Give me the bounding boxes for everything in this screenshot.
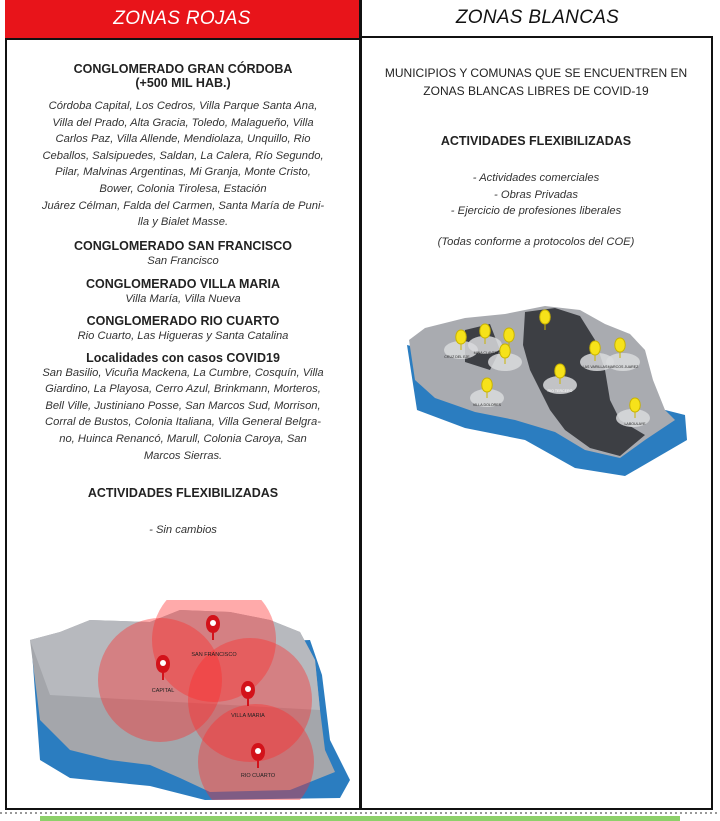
list-line: Giardino, La Playosa, Cerro Azul, Brinkmann, Morteros, <box>45 383 321 396</box>
white-zones-intro-1: MUNICIPIOS Y COMUNAS QUE SE ENCUENTREN EN <box>384 66 688 80</box>
map-label-laboulaye: LABOULAYE <box>624 422 646 426</box>
header-zonas-rojas: ZONAS ROJAS <box>5 0 359 38</box>
red-activities-text: - Sin cambios <box>149 524 217 537</box>
list-line: Juárez Célman, Falda del Carmen, Santa María de Puni- <box>41 199 325 212</box>
map-label-las-varillas: LAS VARILLAS <box>582 365 608 369</box>
rio-cuarto-title: CONGLOMERADO RIO CUARTO <box>86 313 280 328</box>
header-underline <box>5 38 359 40</box>
gran-cordoba-subtitle: (+500 MIL HAB.) <box>135 76 231 90</box>
gran-cordoba-title: CONGLOMERADO GRAN CÓRDOBA <box>73 62 293 76</box>
white-zones-map <box>405 300 695 480</box>
gran-cordoba-list <box>28 98 338 231</box>
list-line: Corral de Bustos, Colonia Italiana, Villa General Belgra- <box>45 416 321 429</box>
map-label-cruz-del-eje: CRUZ DEL EJE <box>444 355 470 359</box>
list-line: San Basilio, Vicuña Mackena, La Cumbre, Cosquín, Villa <box>42 366 324 379</box>
map-label-san-francisco: SAN FRANCISCO <box>191 652 237 658</box>
red-zones-column <box>28 62 338 539</box>
header-zonas-blancas: ZONAS BLANCAS <box>362 0 713 38</box>
list-line: Bell Ville, Justiniano Posse, San Marcos Sud, Morrison, <box>45 399 321 412</box>
covid-localities-list <box>28 365 338 465</box>
white-activities-list <box>380 170 692 220</box>
villa-maria-title: CONGLOMERADO VILLA MARIA <box>86 277 280 292</box>
map-label-rio-tercero: RIO TERCERO <box>547 389 573 393</box>
white-zones-column <box>380 66 692 250</box>
map-label-rio-cuarto: RIO CUARTO <box>240 773 276 779</box>
list-line: Villa del Prado, Alta Gracia, Toledo, Malagueño, Villa <box>52 116 314 129</box>
map-label-villa-dolores: VILLA DOLORES <box>472 403 502 407</box>
san-francisco-text: San Francisco <box>147 254 219 267</box>
list-line: Marcos Sierras. <box>143 449 223 462</box>
covid-localities-title: Localidades con casos COVID19 <box>86 350 280 365</box>
bottom-border-dots <box>0 812 720 814</box>
list-line: Pilar, Malvinas Argentinas, Mi Granja, Monte Cristo, <box>55 166 311 179</box>
list-line: Ceballos, Salsipuedes, Saldan, La Calera, Río Segundo, <box>42 149 324 162</box>
map-label-capital: CAPITAL <box>151 688 175 694</box>
list-item: - Actividades comerciales <box>472 172 600 184</box>
map-label-mina-clavero: MINA CLAVERO <box>473 351 501 355</box>
list-line: no, Huinca Renancó, Marull, Colonia Caroya, San <box>59 432 307 445</box>
red-activities-title: ACTIVIDADES FLEXIBILIZADAS <box>87 486 279 501</box>
white-zones-intro-2: ZONAS BLANCAS LIBRES DE COVID-19 <box>423 84 649 98</box>
list-item: - Obras Privadas <box>494 188 578 201</box>
list-line: Bower, Colonia Tirolesa, Estación <box>99 182 267 195</box>
list-item: - Ejercicio de profesiones liberales <box>450 205 622 218</box>
rio-cuarto-text: Rio Cuarto, Las Higueras y Santa Catalina <box>77 329 289 342</box>
map-label-villa-maria: VILLA MARIA <box>231 713 265 719</box>
red-zones-map <box>30 600 350 800</box>
column-divider <box>359 0 362 810</box>
list-line: Carlos Paz, Villa Allende, Mendiolaza, Unquillo, Rio <box>55 133 311 146</box>
bottom-progress-bar <box>40 816 680 821</box>
list-line: Córdoba Capital, Los Cedros, Villa Parque Santa Ana, <box>48 100 318 112</box>
map-label-marcos-juarez: MARCOS JUAREZ <box>607 365 639 369</box>
san-francisco-title: CONGLOMERADO SAN FRANCISCO <box>73 238 293 253</box>
white-activities-title: ACTIVIDADES FLEXIBILIZADAS <box>440 134 632 148</box>
list-line: lla y Bialet Masse. <box>137 216 229 229</box>
protocol-note: (Todas conforme a protocolos del COE) <box>437 235 635 248</box>
villa-maria-text: Villa María, Villa Nueva <box>125 293 241 306</box>
